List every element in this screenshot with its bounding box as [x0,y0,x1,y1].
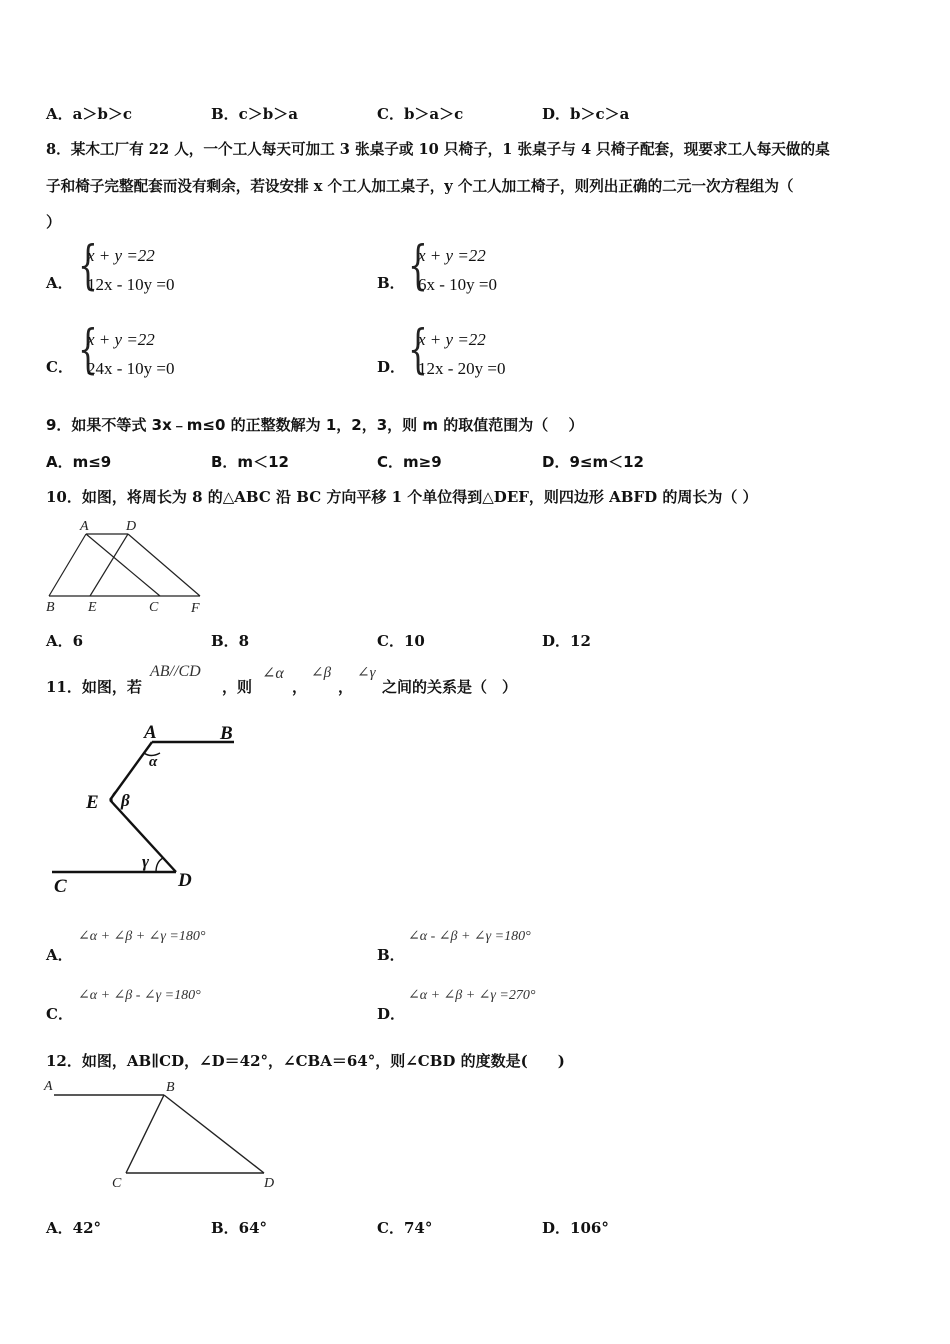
q8-option-d-eq1: x + y =22 [418,330,486,349]
q11-stem-mid: ，则 [222,678,253,696]
q11-option-d-expr: ∠α + ∠β + ∠γ =270° [408,988,536,1003]
q12-figure [40,1074,290,1194]
q10-figure [40,512,220,616]
q8-stem-line1: 8．某木工厂有 22 人，一个工人每天可加工 3 张桌子或 10 只椅子，1 张桌子与 4 只椅子配套，现要求工人每天做的桌 [46,141,830,158]
q10-label-b: B [46,600,55,615]
q11-stem-ab-cd: AB//CD [150,663,201,680]
brace-icon: { [408,236,428,296]
q10-option-c[interactable]: C．10 [377,632,425,650]
q12-label-a: A [44,1079,53,1094]
q9-option-d[interactable]: D．9≤m＜12 [542,453,644,471]
q7-option-c[interactable]: C．b＞a＞c [377,105,464,123]
q8-option-a-eq2: 12x - 10y =0 [87,275,175,294]
q8-option-b-label: B． [377,274,405,292]
q11-label-a: A [144,722,157,743]
q10-label-c: C [149,600,159,615]
q11-label-d: D [178,870,192,891]
q12-option-b[interactable]: B．64° [211,1219,268,1237]
q11-label-e: E [86,792,99,813]
q8-stem-line2: 子和椅子完整配套而没有剩余，若设安排 x 个工人加工桌子，y 个工人加工椅子，则列出正确的二元一次方程组为（ [46,178,794,195]
q7-option-a[interactable]: A．a＞b＞c [46,105,132,123]
q10-option-d[interactable]: D．12 [542,632,591,650]
q11-stem-angle-alpha: ∠α [262,665,284,682]
q11-label-c: C [54,876,67,897]
q10-label-f: F [191,601,200,616]
q11-stem-angle-gamma: ∠γ [357,665,376,681]
q11-label-alpha: α [149,754,158,770]
q11-figure [48,716,248,898]
q11-stem-prefix: 11．如图，若 [46,678,142,696]
q9-option-b[interactable]: B．m＜12 [211,453,289,471]
q12-label-d: D [264,1176,275,1191]
q11-option-d-label: D． [377,1005,406,1023]
q8-option-b-eq1: x + y =22 [418,246,486,265]
q7-option-d[interactable]: D．b＞c＞a [542,105,630,123]
q11-label-b: B [220,723,233,744]
q11-stem-angle-beta: ∠β [311,665,332,681]
q9-option-a[interactable]: A．m≤9 [46,453,112,471]
q11-stem-comma-1: ， [292,678,308,696]
q9-option-c[interactable]: C．m≥9 [377,453,442,471]
q7-option-b[interactable]: B．c＞b＞a [211,105,299,123]
q8-option-d-label: D． [377,358,406,376]
q8-option-a-label: A． [46,274,73,292]
q11-stem-suffix: 之间的关系是（ ） [382,678,518,696]
q8-option-d-eq2: 12x - 20y =0 [418,359,506,378]
q11-option-c-expr: ∠α + ∠β - ∠γ =180° [78,988,201,1003]
q11-stem-comma-2: ， [338,678,354,696]
q10-stem: 10．如图，将周长为 8 的△ABC 沿 BC 方向平移 1 个单位得到△DEF，则四边形 ABFD 的周长为（ ） [46,488,758,506]
q12-option-c[interactable]: C．74° [377,1219,433,1237]
q8-stem-line3: ） [46,213,62,231]
q12-option-d[interactable]: D．106° [542,1219,609,1237]
brace-icon: { [78,236,98,296]
q11-label-gamma: γ [142,852,150,871]
q10-label-a: A [80,519,89,534]
q9-stem: 9．如果不等式 3x﹣m≤0 的正整数解为 1，2，3，则 m 的取值范围为（ ） [46,416,584,434]
brace-icon: { [78,320,98,380]
q11-label-beta: β [121,791,130,810]
q8-option-a-eq1: x + y =22 [87,246,155,265]
q12-label-c: C [112,1176,122,1191]
q8-option-c-label: C． [46,358,73,376]
q8-option-b-eq2: 6x - 10y =0 [418,275,497,294]
q8-option-c-eq2: 24x - 10y =0 [87,359,175,378]
brace-icon: { [408,320,428,380]
q11-option-b-expr: ∠α - ∠β + ∠γ =180° [408,929,531,944]
q12-label-b: B [166,1080,175,1095]
q11-option-b-label: B． [377,946,405,964]
q11-option-a-label: A． [46,946,73,964]
q8-option-c-eq1: x + y =22 [87,330,155,349]
q10-label-d: D [126,519,137,534]
q11-option-c-label: C． [46,1005,73,1023]
q12-option-a[interactable]: A．42° [46,1219,102,1237]
q10-option-a[interactable]: A．6 [46,632,84,650]
q10-label-e: E [88,600,97,615]
q11-option-a-expr: ∠α + ∠β + ∠γ =180° [78,929,206,944]
q10-option-b[interactable]: B．8 [211,632,250,650]
q12-stem: 12．如图，AB∥CD，∠D＝42°，∠CBA＝64°，则∠CBD 的度数是( ) [46,1052,565,1070]
